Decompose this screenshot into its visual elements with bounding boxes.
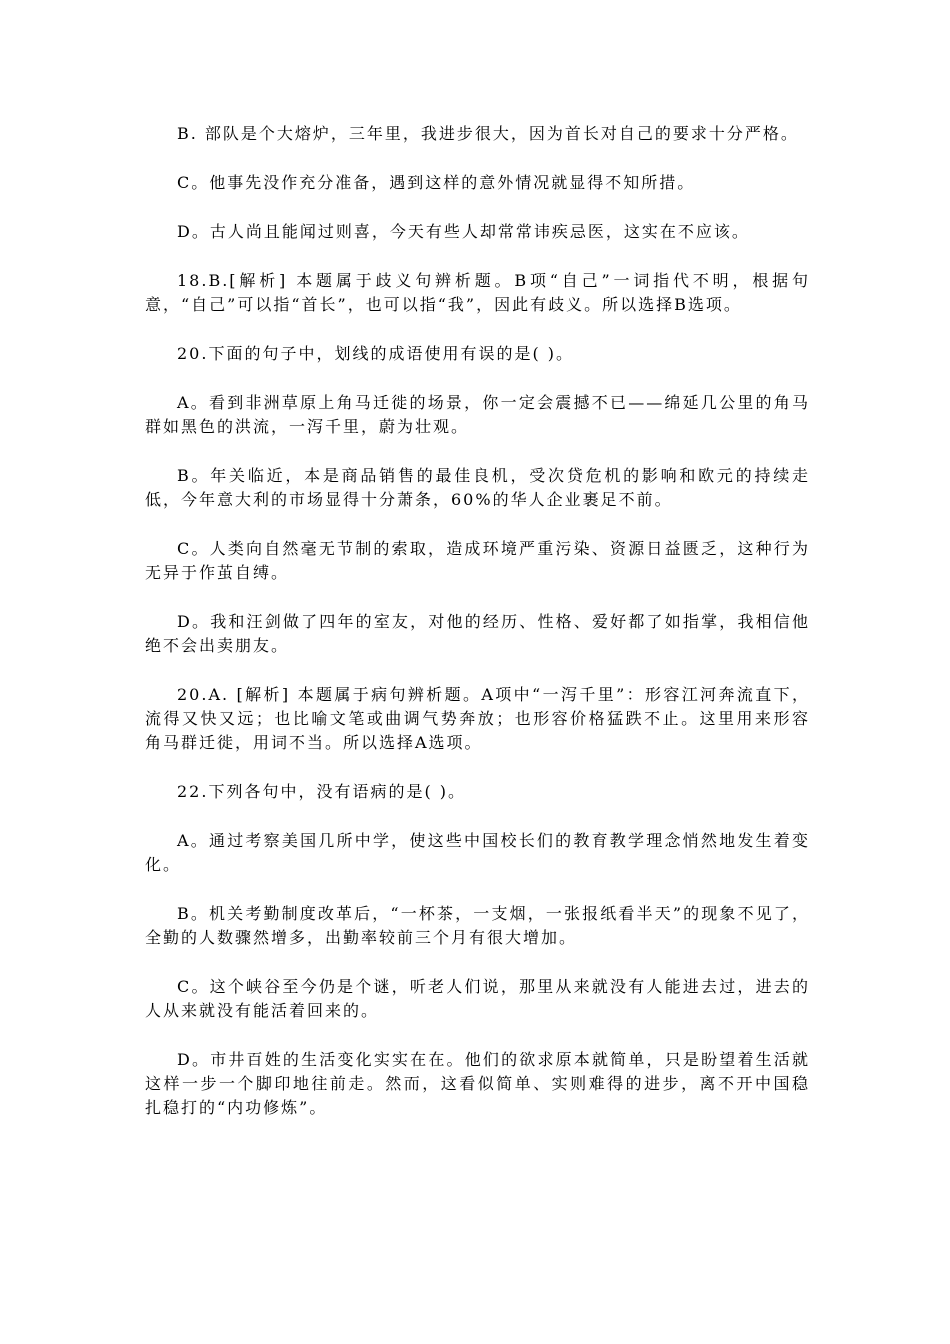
option-a-q20: A。看到非洲草原上角马迁徙的场景，你一定会震撼不已——绵延几公里的角马群如黑色的洪流，一泻千里，蔚为壮观。 <box>145 393 810 436</box>
option-c-q18: C。他事先没作充分准备，遇到这样的意外情况就显得不知所措。 <box>177 173 696 192</box>
option-c-q22: C。这个峡谷至今仍是个谜，听老人们说，那里从来就没有人能进去过，进去的人从来就没有能活着回来的。 <box>145 977 810 1020</box>
answer-q18: 18.B.[解析] 本题属于歧义句辨析题。B项“自己”一词指代不明，根据句意，“自己”可以指“首长”，也可以指“我”，因此有歧义。所以选择B选项。 <box>145 271 810 314</box>
option-b-q20: B。年关临近，本是商品销售的最佳良机，受次贷危机的影响和欧元的持续走低，今年意大利的市场显得十分萧条，60%的华人企业裹足不前。 <box>145 466 810 509</box>
question-22: 22.下列各句中，没有语病的是( )。 <box>177 782 467 801</box>
question-20: 20.下面的句子中，划线的成语使用有误的是( )。 <box>177 344 575 363</box>
option-b-q22: B。机关考勤制度改革后，“一杯茶，一支烟，一张报纸看半天”的现象不见了，全勤的人数骤然增多，出勤率较前三个月有很大增加。 <box>145 904 810 947</box>
option-a-q22: A。通过考察美国几所中学，使这些中国校长们的教育教学理念悄然地发生着变化。 <box>145 831 810 874</box>
option-c-q20: C。人类向自然毫无节制的索取，造成环境严重污染、资源日益匮乏，这种行为无异于作茧自缚。 <box>145 539 810 582</box>
option-d-q22: D。市井百姓的生活变化实实在在。他们的欲求原本就简单，只是盼望着生活就这样一步一个脚印地往前走。然而，这看似简单、实则难得的进步，离不开中国稳扎稳打的“内功修炼”。 <box>145 1050 810 1117</box>
option-b-q18: B. 部队是个大熔炉，三年里，我进步很大，因为首长对自己的要求十分严格。 <box>177 124 799 143</box>
document-page <box>145 122 810 1145</box>
option-d-q18: D。古人尚且能闻过则喜，今天有些人却常常讳疾忌医，这实在不应该。 <box>177 222 750 241</box>
answer-q20: 20.A. [解析] 本题属于病句辨析题。A项中“一泻千里”：形容江河奔流直下，流得又快又远；也比喻文笔或曲调气势奔放；也形容价格猛跌不止。这里用来形容角马群迁徙，用词不当。所以选择A选项。 <box>145 685 810 752</box>
option-d-q20: D。我和汪剑做了四年的室友，对他的经历、性格、爱好都了如指掌，我相信他绝不会出卖朋友。 <box>145 612 810 655</box>
